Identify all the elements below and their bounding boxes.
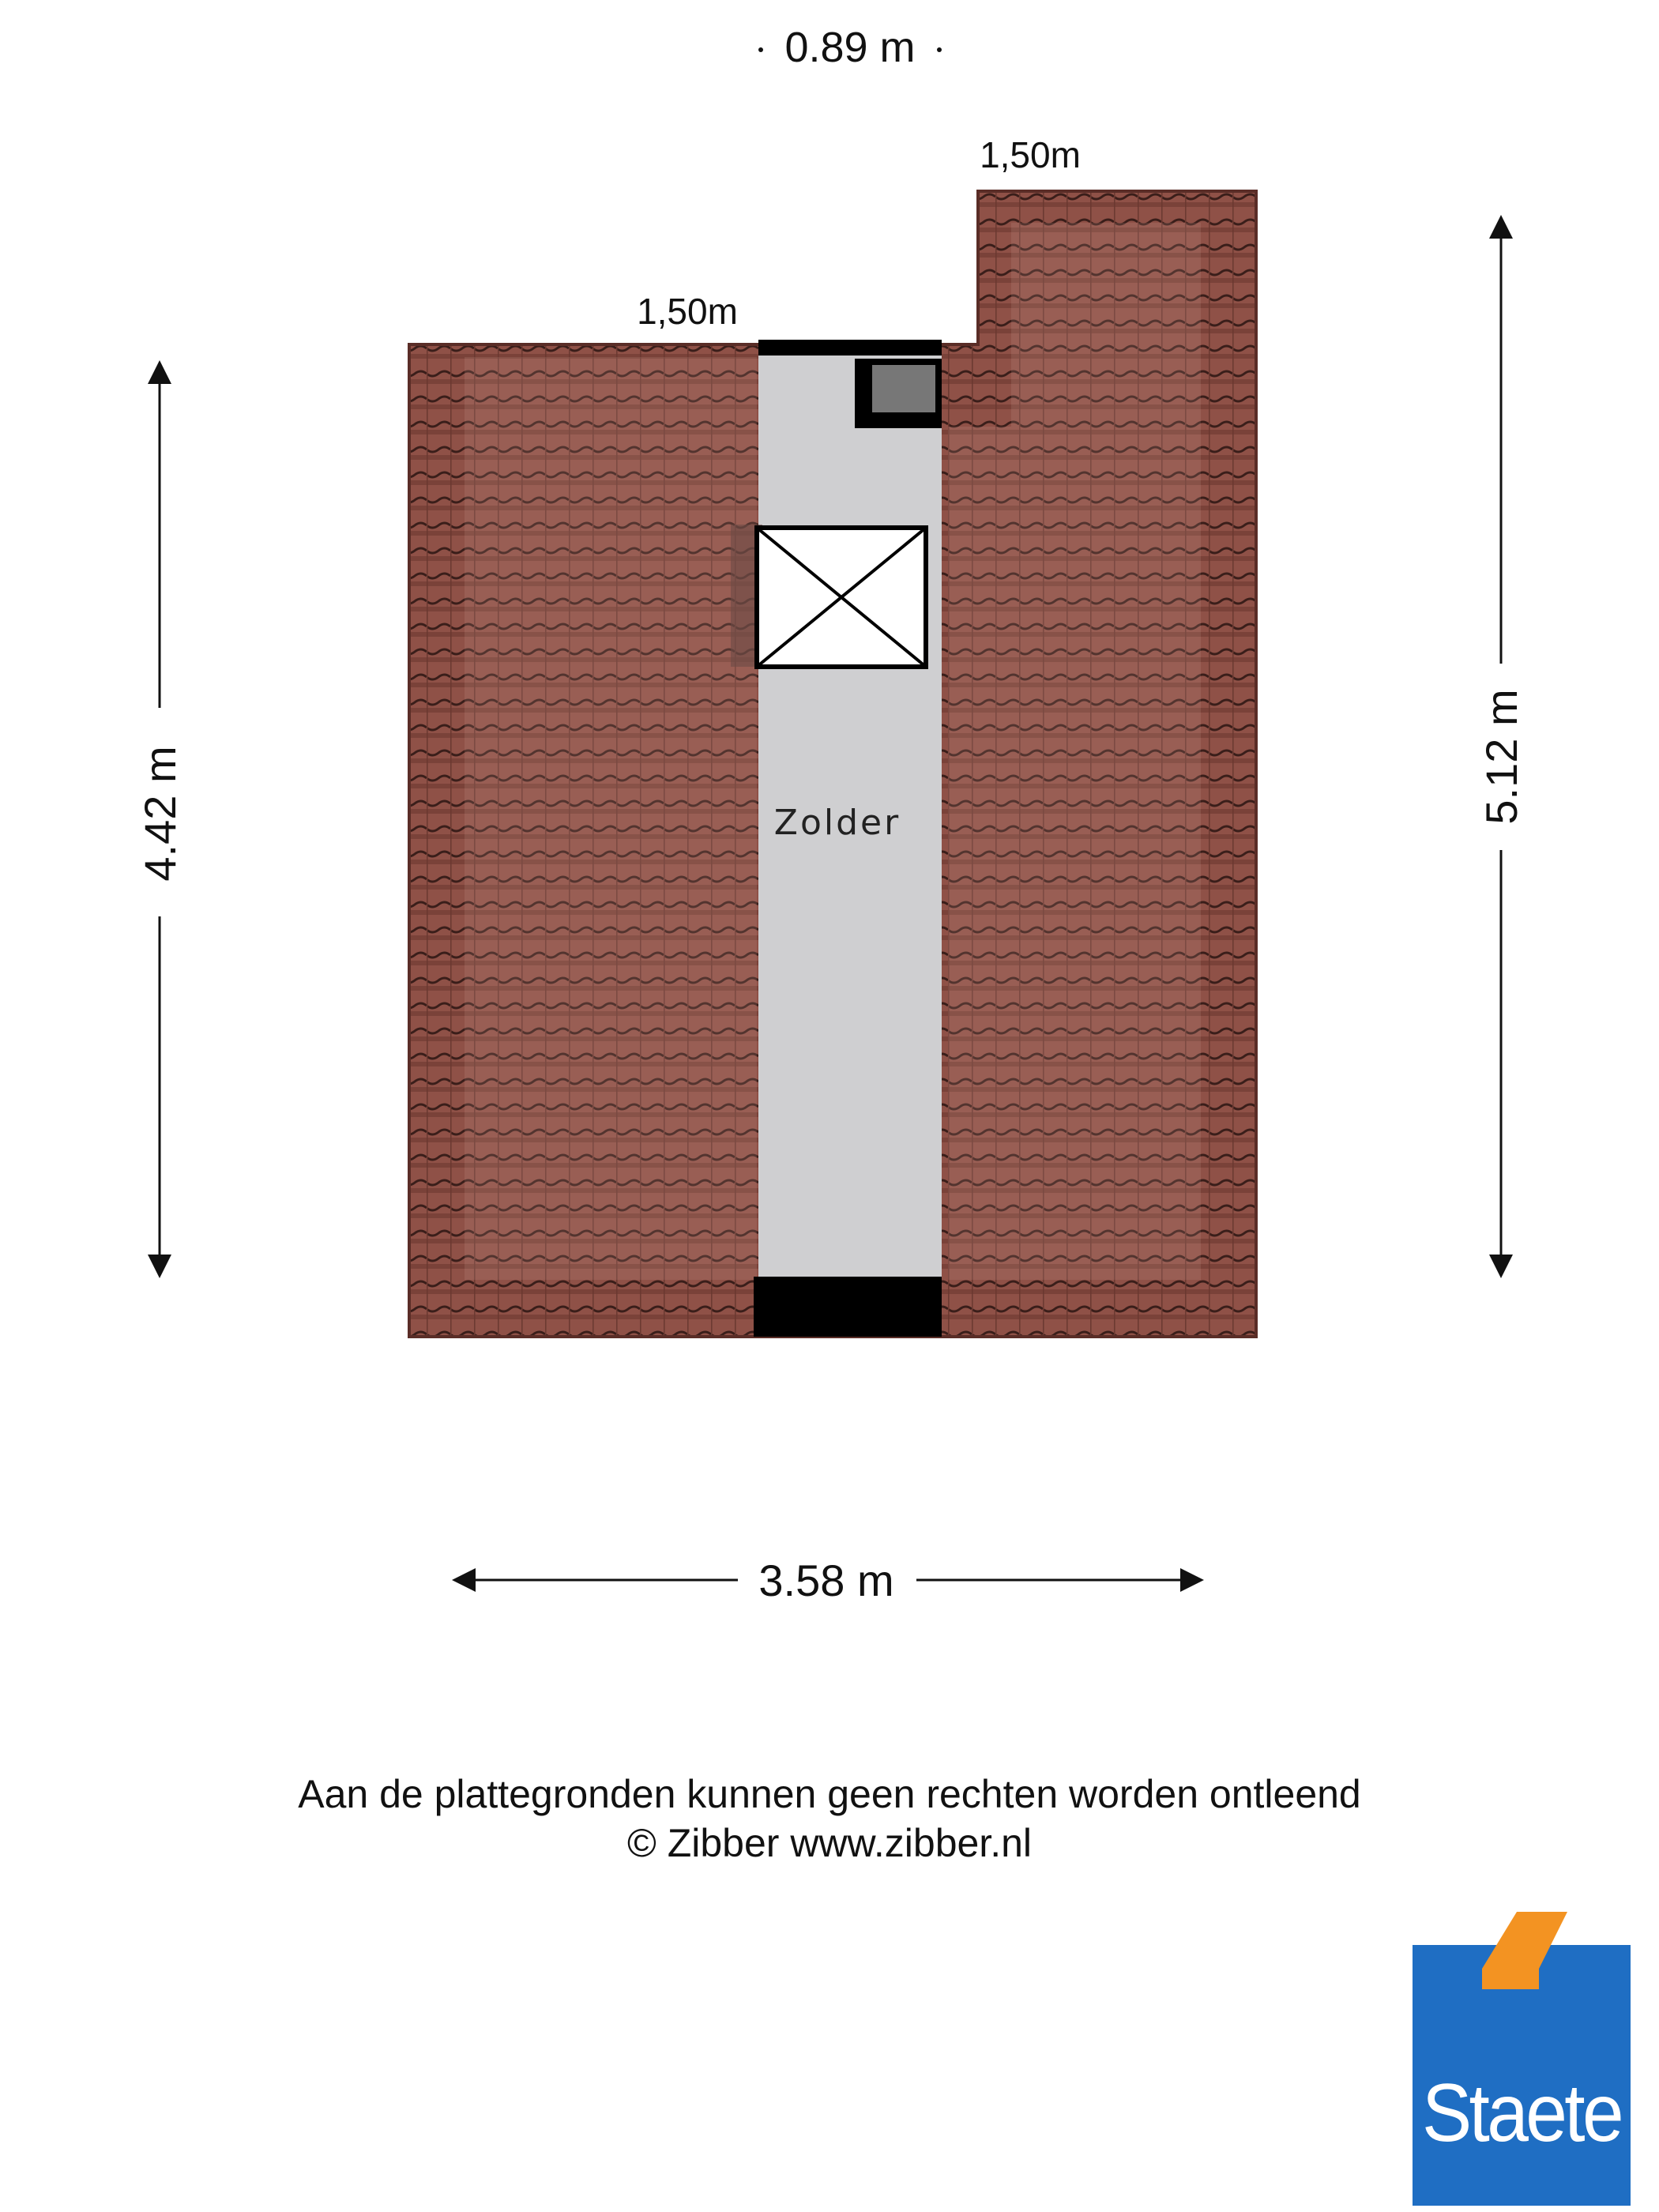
dim-left-label: 4.42 m [135, 746, 185, 882]
staete-logo [1413, 1912, 1638, 2206]
dim-right-label: 5.12 m [1477, 689, 1526, 825]
bottom-wall [754, 1277, 942, 1337]
dim-left-top-label: 1,50m [637, 291, 738, 332]
dim-bottom-label: 3.58 m [758, 1556, 894, 1605]
roof-inset-left [465, 357, 757, 1280]
dim-top-dot-left [758, 47, 763, 52]
logo-text: Staete [1422, 2067, 1622, 2159]
dim-top-dot-right [937, 47, 942, 52]
disclaimer-text: Aan de plattegronden kunnen geen rechten worden ontleend [298, 1772, 1361, 1816]
attic-hatch [731, 525, 926, 667]
dim-top-label: 0.89 m [784, 24, 916, 71]
dim-right-top-label: 1,50m [980, 134, 1081, 175]
chimney-inner [872, 365, 935, 412]
copyright-text: © Zibber www.zibber.nl [626, 1821, 1033, 1865]
top-wall [758, 340, 942, 356]
room-label: Zolder [773, 803, 901, 843]
